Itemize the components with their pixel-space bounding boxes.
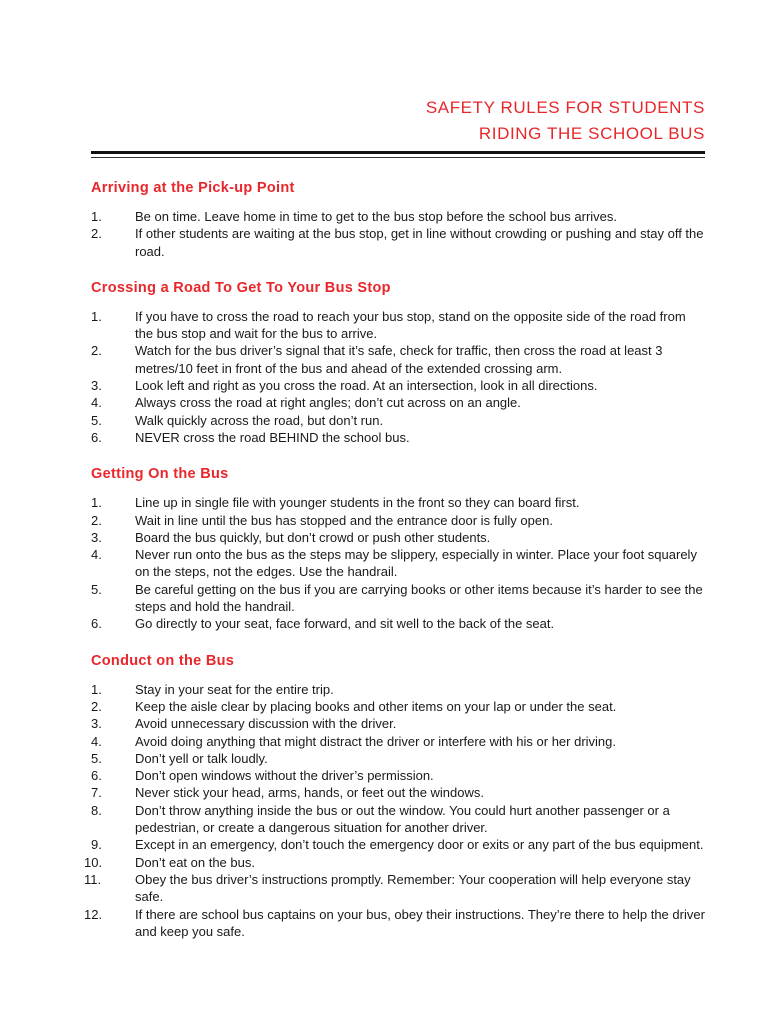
section-crossing — [91, 276, 705, 446]
rule-list — [84, 681, 705, 940]
rule-text: Never stick your head, arms, hands, or feet out the windows. — [135, 785, 485, 801]
rule-number: 2. — [91, 698, 102, 714]
rule-number: 9. — [91, 837, 102, 853]
rule-item — [91, 750, 705, 767]
rule-text: Avoid unnecessary discussion with the driver. — [135, 716, 397, 732]
rule-number: 3. — [91, 716, 102, 732]
rule-text: Go directly to your seat, face forward, and sit well to the back of the seat. — [135, 616, 555, 632]
rule-number: 3. — [91, 529, 102, 545]
rule-text: Look left and right as you cross the road. At an intersection, look in all directions. — [135, 378, 598, 394]
section-heading: Conduct on the Bus — [91, 652, 235, 669]
rule-item — [84, 871, 705, 906]
rule-number: 2. — [91, 343, 102, 359]
title-line-1: SAFETY RULES FOR STUDENTS — [425, 98, 705, 117]
rule-number: 4. — [91, 547, 102, 563]
rule-item — [91, 836, 705, 853]
title-line-2: RIDING THE SCHOOL BUS — [478, 124, 705, 143]
rule-item — [91, 342, 705, 377]
rule-text: Don’t throw anything inside the bus or out the window. You could hurt another passenger or a pedestrian, or create a dangerous situation for another driver. — [135, 802, 670, 836]
rule-item — [91, 802, 705, 837]
rule-list — [91, 308, 705, 446]
rule-list — [91, 494, 705, 632]
rule-item — [91, 394, 705, 411]
rule-number: 10. — [84, 854, 103, 870]
rule-number: 1. — [91, 209, 102, 224]
section-conduct — [84, 649, 705, 940]
rule-number: 2. — [91, 512, 102, 528]
rule-item — [91, 208, 705, 225]
rule-item — [91, 767, 705, 784]
rule-number: 6. — [91, 768, 102, 784]
rule-item — [91, 698, 705, 715]
rule-text: Walk quickly across the road, but don’t run. — [135, 412, 384, 428]
rule-item — [84, 906, 705, 941]
rule-item — [91, 429, 705, 446]
rule-item — [91, 529, 705, 546]
section-getting-on — [91, 462, 705, 632]
rule-number: 1. — [91, 681, 102, 697]
rule-text: Obey the bus driver’s instructions promptly. Remember: Your cooperation will help everyone stay safe. — [135, 871, 691, 905]
rule-number: 12. — [84, 906, 103, 922]
rule-number: 5. — [91, 581, 102, 597]
rule-text: Be careful getting on the bus if you are carrying books or other items because it’s harder to see the steps and hold the handrail. — [135, 581, 703, 615]
section-heading: Getting On the Bus — [91, 466, 229, 483]
rule-item — [84, 854, 705, 871]
rule-number: 7. — [91, 785, 102, 801]
rule-item — [91, 615, 705, 632]
rule-number: 4. — [91, 395, 102, 411]
rule-item — [91, 308, 705, 343]
rule-text: Board the bus quickly, but don’t crowd or push other students. — [135, 529, 491, 545]
rule-number: 4. — [91, 733, 102, 749]
document-title — [426, 95, 705, 147]
rule-number: 1. — [91, 308, 102, 324]
rule-text: NEVER cross the road BEHIND the school bus. — [135, 429, 410, 445]
rule-number: 1. — [91, 495, 102, 511]
rule-number: 11. — [84, 871, 102, 887]
rule-text: If there are school bus captains on your bus, obey their instructions. They’re there to help the driver and keep you safe. — [135, 906, 705, 939]
rule-item — [91, 377, 705, 394]
rule-item — [91, 412, 705, 429]
rule-item — [91, 733, 705, 750]
rule-text: If other students are waiting at the bus stop, get in line without crowding or pushing and stay off the road. — [135, 226, 704, 259]
rule-text: Keep the aisle clear by placing books and other items on your lap or under the seat. — [135, 698, 617, 714]
rule-text: Don’t yell or talk loudly. — [135, 750, 268, 766]
rule-text: Never run onto the bus as the steps may be slippery, especially in winter. Place your foot squarely on the steps, not the edges. Use the handrail. — [135, 547, 697, 580]
rule-text: Except in an emergency, don’t touch the emergency door or exits or any part of the bus equipment. — [135, 837, 704, 853]
rule-number: 6. — [91, 616, 102, 632]
rule-number: 5. — [91, 412, 102, 428]
rule-text: Be on time. Leave home in time to get to the bus stop before the school bus arrives. — [135, 209, 617, 224]
rule-list — [91, 208, 705, 260]
rule-text: Don’t eat on the bus. — [135, 854, 255, 870]
rule-item — [91, 494, 705, 511]
section-heading: Crossing a Road To Get To Your Bus Stop — [91, 279, 391, 296]
title-divider-thin — [91, 157, 705, 158]
title-divider-thick — [91, 151, 705, 154]
rule-text: Stay in your seat for the entire trip. — [135, 681, 334, 697]
rule-text: Always cross the road at right angles; don’t cut across on an angle. — [135, 395, 521, 411]
rule-number: 6. — [91, 429, 102, 445]
rule-text: Line up in single file with younger students in the front so they can board first. — [135, 495, 580, 511]
rule-text: Avoid doing anything that might distract the driver or interfere with his or her driving. — [135, 733, 616, 749]
section-arriving — [91, 176, 705, 260]
rule-item — [91, 681, 705, 698]
rule-text: If you have to cross the road to reach your bus stop, stand on the opposite side of the road from the bus stop and wait for the bus to arrive. — [135, 308, 686, 342]
rule-text: Wait in line until the bus has stopped and the entrance door is fully open. — [135, 512, 553, 528]
section-heading: Arriving at the Pick-up Point — [91, 180, 295, 196]
rule-number: 2. — [91, 226, 102, 242]
rule-item — [91, 225, 705, 260]
rule-item — [91, 512, 705, 529]
document-body — [84, 176, 705, 940]
rule-number: 8. — [91, 802, 102, 818]
rule-item — [91, 546, 705, 581]
rule-number: 3. — [91, 378, 102, 394]
rule-text: Don’t open windows without the driver’s permission. — [135, 768, 434, 784]
rule-item — [91, 784, 705, 801]
rule-item — [91, 581, 705, 616]
rule-text: Watch for the bus driver’s signal that it’s safe, check for traffic, then cross the road at least 3 metres/10 feet in front of the bus and ahead of the extended crossing arm. — [135, 343, 663, 376]
rule-number: 5. — [91, 750, 102, 766]
rule-item — [91, 715, 705, 732]
